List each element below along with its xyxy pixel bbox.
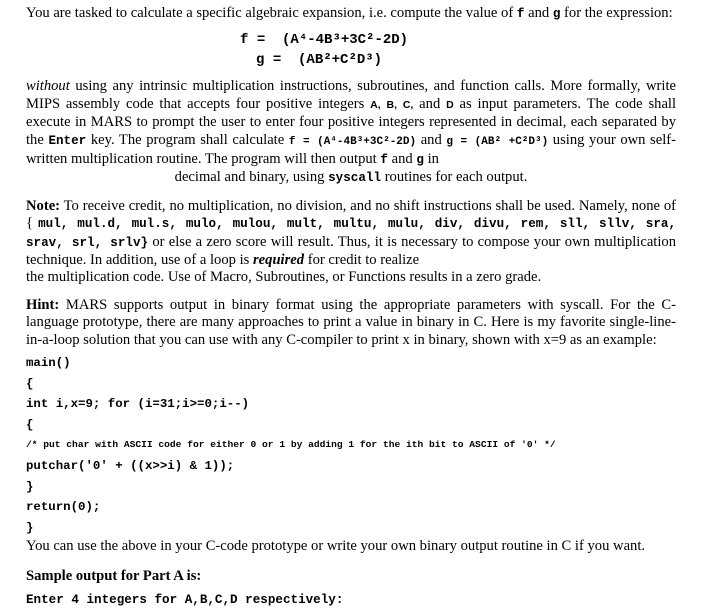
note-instruction-list: mul, mul.d, mul.s, mulo, mulou, mult, multu, mulu, div, divu, rem, sll, sllv, sra, srav, srl, srlv} [26, 217, 677, 250]
equation-f [26, 30, 676, 50]
equation-f-rhs: (A⁴-4B³+3C²-2D) [282, 32, 409, 49]
body-text-4: using your own self-written multiplication routine. The program will then output [26, 131, 676, 168]
code-line: { [26, 417, 34, 432]
note-last-line [26, 269, 676, 286]
note-text-3: for credit to realize [307, 252, 420, 269]
body-var-a: A, [370, 98, 381, 111]
equation-f-lhs: f [240, 32, 249, 49]
body-last-line [26, 169, 676, 187]
body-enter-key: Enter [48, 133, 87, 148]
note-required: required [252, 252, 305, 269]
body-text-1: using any intrinsic multiplication instructions, subroutines, and function calls. More formally, write MIPS assembly code that accepts four positive integers [26, 78, 676, 112]
code-block [26, 353, 676, 538]
intro-var-g: g [552, 7, 561, 21]
sample-prompt: Enter 4 integers for A,B,C,D respectively: [26, 593, 344, 608]
code-comment-line: /* put char with ASCII code for either 0 or 1 by adding 1 for the ith bit to ASCII of '0' */ [26, 439, 556, 451]
body-text-3: key. The program shall calculate [90, 131, 285, 148]
note-text-1: To receive credit, no multiplication, no division, and no shift instructions shall be used. Namely, none of { [26, 197, 676, 232]
code-line: } [26, 520, 34, 535]
body-var-b: B, [386, 98, 397, 111]
body-and-2: and [420, 131, 442, 148]
note-label: Note: [26, 197, 61, 214]
body-f-expr: f = (A⁴-4B³+3C²-2D) [288, 135, 417, 148]
intro-text-1: You are tasked to calculate a specific algebraic expansion, i.e. compute the value of [26, 5, 514, 21]
equation-g-op: = [272, 52, 282, 69]
body-and-1: and [419, 95, 441, 112]
equation-g [26, 50, 676, 70]
closing-paragraph: You can use the above in your C-code prototype or write your own binary output routine in C if you want. [26, 538, 646, 555]
body-g: g [416, 153, 424, 168]
body-text-5: decimal and binary, using [174, 169, 325, 186]
sample-heading: Sample output for Part A is: [26, 567, 202, 584]
equation-f-op: = [256, 32, 266, 49]
body-text-6: routines for each output. [384, 169, 528, 186]
body-without: without [26, 78, 70, 95]
intro-text-2: for the expression: [564, 5, 673, 21]
note-paragraph [26, 198, 676, 270]
code-line: { [26, 376, 34, 391]
intro-var-f: f [516, 7, 525, 21]
intro-paragraph [26, 5, 676, 23]
body-text-2: as input parameters. The code shall execute in MARS to prompt the user to enter four positive integers represented in decimal, each separated by the [26, 95, 677, 148]
hint-paragraph [26, 297, 676, 349]
intro-and: and [528, 5, 550, 21]
body-syscall: syscall [328, 171, 382, 186]
body-and-3: and [391, 151, 413, 168]
equation-g-lhs: g [256, 52, 265, 69]
code-line: putchar('0' + ((x>>i) & 1)); [26, 459, 235, 474]
hint-text: MARS supports output in binary format using the appropriate parameters with syscall. For the C-language prototype, there are many approaches to print a value in binary in C. Here is my favorite single-line-in-a-loop solution that you can use with any C-compiler to print x in binary, shown with x=9 as an example: [26, 296, 676, 348]
body-g-expr: g = (AB² +C²D³) [446, 135, 549, 148]
body-f: f [380, 153, 388, 168]
code-line: return(0); [26, 500, 101, 515]
code-line: } [26, 479, 34, 494]
note-text-4: the multiplication code. Use of Macro, Subroutines, or Functions results in a zero grade. [26, 269, 542, 286]
body-var-c: C, [402, 98, 414, 111]
code-line: int i,x=9; for (i=31;i>=0;i--) [26, 397, 250, 412]
body-var-d: D [446, 98, 454, 111]
body-in: in [427, 151, 439, 168]
code-line: main() [26, 356, 71, 371]
body-paragraph [26, 78, 676, 169]
note-text-2: or else a zero score will result. Thus, it is necessary to compose your own multiplication technique. In addition, use of a loop is [26, 233, 676, 269]
equation-g-rhs: (AB²+C²D³) [298, 52, 383, 69]
hint-label: Hint: [26, 296, 60, 313]
